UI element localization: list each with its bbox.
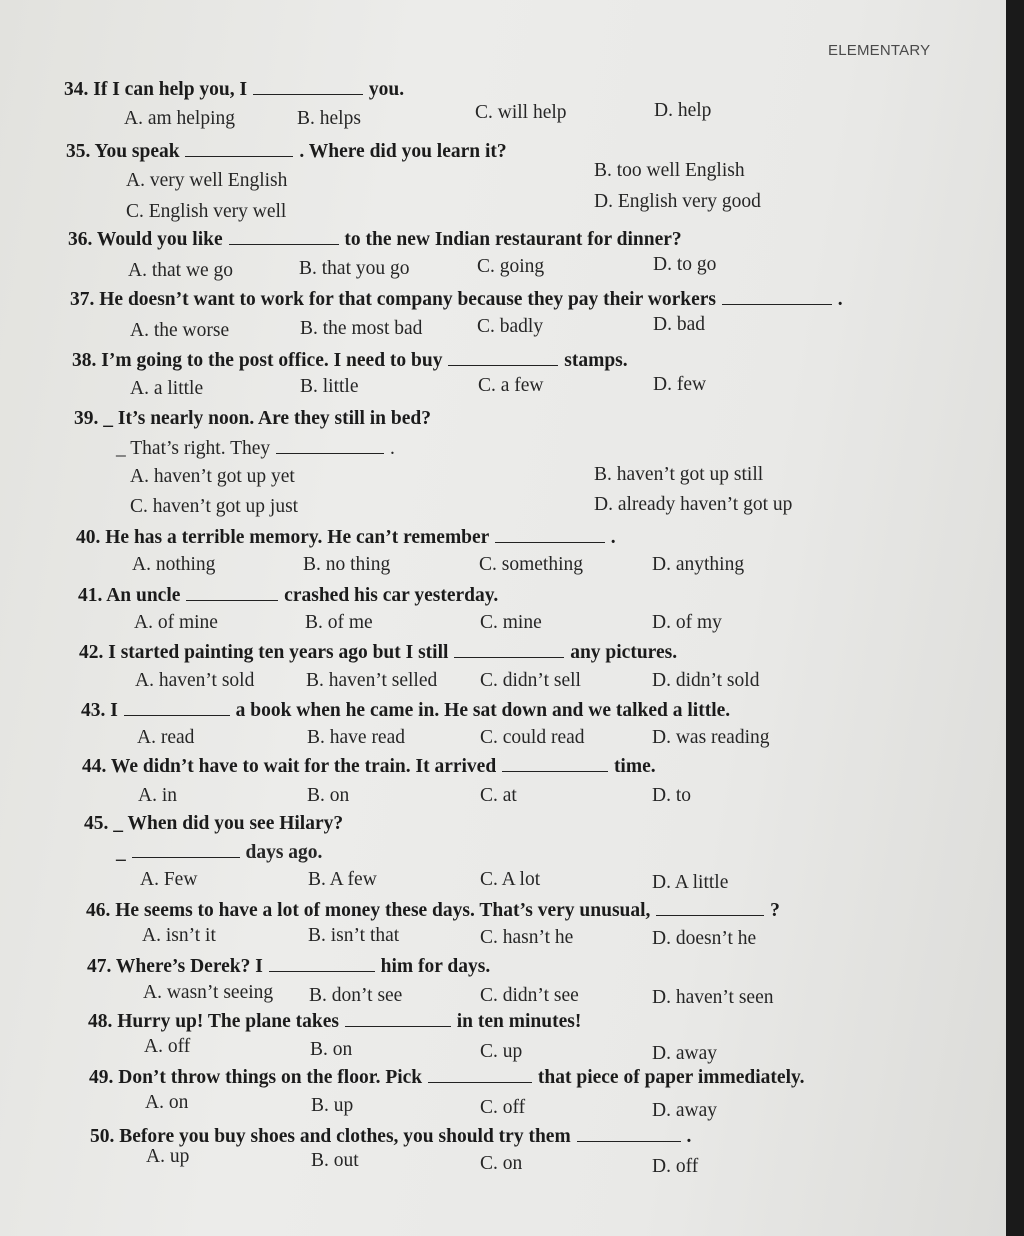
answer-blank[interactable] [276,437,384,454]
question-49 [89,1066,805,1089]
question-text: Don’t throw things on the floor. Pick [118,1067,423,1088]
option-a[interactable]: A. up [146,1146,190,1167]
option-b[interactable]: B. haven’t selled [306,670,438,691]
question-text: We didn’t have to wait for the train. It arrived [110,756,497,777]
option-a[interactable]: A. in [138,785,177,806]
option-a[interactable]: A. isn’t it [142,925,216,946]
option-d[interactable]: D. A little [652,872,729,893]
option-c[interactable]: C. didn’t see [480,985,579,1006]
question-41 [78,584,498,607]
question-text: _ When did you see Hilary? [113,813,344,834]
option-b[interactable]: B. out [311,1150,359,1171]
question-text: I started painting ten years ago but I still [108,642,449,663]
question-number: 37. [70,289,95,310]
question-text: If I can help you, I [93,79,248,100]
question-40 [76,526,616,549]
option-c[interactable]: C. mine [480,612,542,633]
option-c[interactable]: C. going [477,256,545,277]
question-text-end: him for days. [380,956,491,977]
option-b[interactable]: B. the most bad [300,318,423,339]
question-text: He has a terrible memory. He can’t remember [105,527,489,548]
option-c[interactable]: C. on [480,1153,523,1174]
question-text: Hurry up! The plane takes [117,1011,340,1032]
question-text-end: stamps. [564,350,628,371]
option-d[interactable]: D. doesn’t he [652,928,757,949]
question-37 [70,288,843,311]
question-text: Would you like [96,229,223,250]
answer-blank[interactable] [577,1125,681,1142]
answer-blank[interactable] [185,140,293,157]
question-50 [90,1125,691,1148]
question-38 [72,349,628,372]
answer-blank[interactable] [454,641,564,658]
option-b[interactable]: B. of me [305,612,373,633]
question-text-end: . [610,527,616,548]
question-text-end: crashed his car yesterday. [284,585,499,606]
option-d[interactable]: D. already haven’t got up [594,494,793,515]
option-c[interactable]: C. at [480,785,517,806]
option-d[interactable]: D. English very good [594,191,761,212]
option-b[interactable]: B. on [307,785,350,806]
option-b[interactable]: B. don’t see [309,985,403,1006]
question-text-end: time. [613,756,656,777]
question-text: He seems to have a lot of money these days. That’s very unusual, [115,900,651,921]
question-47 [87,955,490,978]
option-a[interactable]: A. of mine [134,612,218,633]
option-d[interactable]: D. bad [653,314,705,335]
option-d[interactable]: D. few [653,374,707,395]
question-text: Before you buy shoes and clothes, you should try them [119,1126,571,1147]
option-a[interactable]: A. wasn’t seeing [143,982,274,1003]
question-39 [74,408,431,430]
question-number: 41. [78,585,103,606]
question-36 [68,228,682,251]
question-number: 48. [88,1011,113,1032]
question-number: 43. [81,700,106,721]
option-d[interactable]: D. to go [653,254,717,275]
option-a[interactable]: A. a little [130,378,204,399]
option-a[interactable]: A. nothing [132,554,216,575]
option-b[interactable]: B. on [310,1039,353,1060]
option-a[interactable]: A. haven’t got up yet [130,466,295,487]
question-number: 42. [79,642,104,663]
question-number: 46. [86,900,111,921]
question-text-end: you. [368,79,405,100]
answer-blank[interactable] [495,526,605,543]
option-d[interactable]: D. away [652,1100,717,1121]
option-c[interactable]: C. English very well [126,201,287,222]
option-a[interactable]: A. on [145,1092,189,1113]
question-text-end: in ten minutes! [456,1011,582,1032]
option-d[interactable]: D. to [652,785,691,806]
question-46 [86,899,780,922]
question-39-reply [116,437,395,460]
option-d[interactable]: D. off [652,1156,699,1177]
answer-blank[interactable] [124,699,230,716]
option-c[interactable]: C. hasn’t he [480,927,574,948]
option-d[interactable]: D. of my [652,612,722,633]
question-text-end: . [686,1126,692,1147]
answer-blank[interactable] [186,584,278,601]
question-44 [82,755,656,778]
question-text-end: that piece of paper immediately. [537,1067,805,1088]
question-text-end: to the new Indian restaurant for dinner? [344,229,682,250]
option-a[interactable]: A. am helping [124,108,236,129]
option-a[interactable]: A. the worse [130,320,230,341]
question-number: 34. [64,79,89,100]
question-number: 49. [89,1067,114,1088]
question-text-end: . [837,289,843,310]
question-text: An uncle [106,585,181,606]
question-43 [81,699,730,722]
answer-blank[interactable] [132,841,240,858]
question-text-end: any pictures. [570,642,678,663]
option-d[interactable]: D. anything [652,554,745,575]
question-35 [66,140,507,163]
question-text: _ It’s nearly noon. Are they still in bed? [103,408,431,429]
question-text: I’m going to the post office. I need to buy [101,350,443,371]
option-a[interactable]: A. Few [140,869,198,890]
option-b[interactable]: B. isn’t that [308,925,400,946]
answer-blank[interactable] [269,955,375,972]
reply-text-end: days ago. [245,842,323,863]
question-48 [88,1010,581,1033]
answer-blank[interactable] [428,1066,532,1083]
option-a[interactable]: A. that we go [128,260,234,281]
option-a[interactable]: A. off [144,1036,191,1057]
question-34 [64,78,404,101]
option-c[interactable]: C. didn’t sell [480,670,581,691]
option-c[interactable]: C. off [480,1097,526,1118]
question-42 [79,641,677,664]
question-number: 36. [68,229,93,250]
question-number: 47. [87,956,112,977]
option-b[interactable]: B. haven’t got up still [594,464,764,485]
option-d[interactable]: D. haven’t seen [652,987,774,1008]
question-text: He doesn’t want to work for that company because they pay their workers [99,289,716,310]
option-a[interactable]: A. very well English [126,170,288,191]
question-45 [84,813,343,835]
option-c[interactable]: C. up [480,1041,523,1062]
question-45-reply [116,841,322,864]
option-a[interactable]: A. haven’t sold [135,670,255,691]
question-number: 45. [84,813,109,834]
option-b[interactable]: B. no thing [303,554,391,575]
option-c[interactable]: C. will help [475,102,567,123]
option-b[interactable]: B. that you go [299,258,410,279]
question-text-end: . Where did you learn it? [299,141,507,162]
option-b[interactable]: B. have read [307,727,405,748]
level-header: ELEMENTARY [828,42,931,59]
option-c[interactable]: C. A lot [480,869,541,890]
option-c[interactable]: C. could read [480,727,585,748]
option-d[interactable]: D. didn’t sold [652,670,760,691]
question-text: Where’s Derek? I [115,956,263,977]
question-text: I [110,700,118,721]
option-c[interactable]: C. a few [478,375,544,396]
answer-blank[interactable] [722,288,832,305]
question-number: 40. [76,527,101,548]
answer-blank[interactable] [253,78,363,95]
question-number: 39. [74,408,99,429]
question-text: You speak [94,141,180,162]
answer-blank[interactable] [229,228,339,245]
answer-blank[interactable] [656,899,764,916]
option-c[interactable]: C. haven’t got up just [130,496,299,517]
question-text-end: a book when he came in. He sat down and we talked a little. [235,700,731,721]
option-b[interactable]: B. little [300,376,359,397]
option-b[interactable]: B. too well English [594,160,745,181]
reply-text-end: . [389,438,395,459]
reply-text: _ [116,842,126,863]
answer-blank[interactable] [345,1010,451,1027]
question-number: 38. [72,350,97,371]
option-c[interactable]: C. badly [477,316,544,337]
option-c[interactable]: C. something [479,554,584,575]
question-number: 50. [90,1126,115,1147]
option-d[interactable]: D. help [654,100,712,121]
question-text-end: ? [770,900,780,921]
option-b[interactable]: B. helps [297,108,361,129]
answer-blank[interactable] [502,755,608,772]
answer-blank[interactable] [448,349,558,366]
question-number: 44. [82,756,107,777]
option-b[interactable]: B. A few [308,869,377,890]
option-d[interactable]: D. away [652,1043,717,1064]
question-number: 35. [66,141,91,162]
option-b[interactable]: B. up [311,1095,354,1116]
reply-text: _ That’s right. They [116,438,271,459]
option-d[interactable]: D. was reading [652,727,770,748]
option-a[interactable]: A. read [137,727,195,748]
